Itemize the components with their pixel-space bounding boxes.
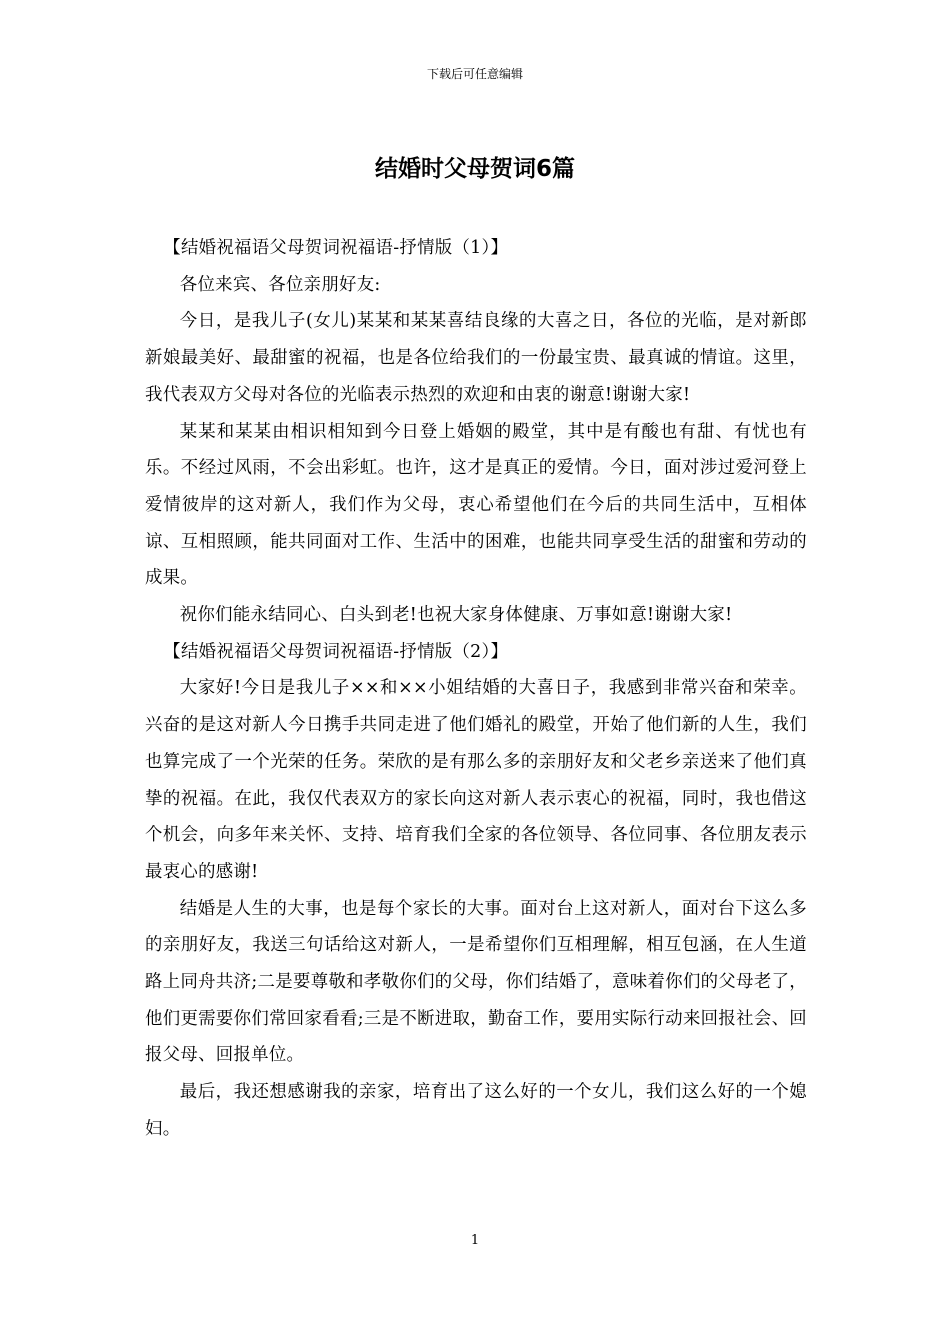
- salutation: 各位来宾、各位亲朋好友:: [179, 274, 381, 295]
- paragraph: 某某和某某由相识相知到今日登上婚姻的殿堂，其中是有酸也有甜、有忧也有乐。不经过风雨，不会出彩虹。也许，这才是真正的爱情。今日，面对涉过爱河登上爱情彼岸的这对新人，我们作为父母，衷心希望他们在今后的共同生活中，互相体谅、互相照顾，能共同面对工作、生活中的困难，也能共同享受生活的甜蜜和劳动的成果。: [145, 421, 807, 589]
- paragraph: 今日，是我儿子(女儿)某某和某某喜结良缘的大喜之日，各位的光临，是对新郎新娘最美好、最甜蜜的祝福，也是各位给我们的一份最宝贵、最真诚的情谊。这里，我代表双方父母对各位的光临表示热烈的欢迎和由衷的谢意!谢谢大家!: [145, 311, 807, 405]
- paragraph: 祝你们能永结同心、白头到老!也祝大家身体健康、万事如意!谢谢大家!: [179, 605, 733, 626]
- page-number: 1: [470, 1233, 480, 1248]
- paragraph: 结婚是人生的大事，也是每个家长的大事。面对台上这对新人，面对台下这么多的亲朋好友，我送三句话给这对新人，一是希望你们互相理解，相互包涵，在人生道路上同舟共济;二是要尊敬和孝敬你们的父母，你们结婚了，意味着你们的父母老了，他们更需要你们常回家看看;三是不断进取，勤奋工作，要用实际行动来回报社会、回报父母、回报单位。: [145, 898, 807, 1066]
- section-heading-1: 【结婚祝福语父母贺词祝福语-抒情版（1）】: [163, 238, 509, 258]
- paragraph: 大家好!今日是我儿子××和××小姐结婚的大喜日子，我感到非常兴奋和荣幸。兴奋的是这对新人今日携手共同走进了他们婚礼的殿堂，开始了他们新的人生，我们也算完成了一个光荣的任务。荣欣的是有那么多的亲朋好友和父老乡亲送来了他们真挚的祝福。在此，我仅代表双方的家长向这对新人表示衷心的祝福，同时，我也借这个机会，向多年来关怀、支持、培育我们全家的各位领导、各位同事、各位朋友表示最衷心的感谢!: [145, 678, 807, 882]
- document-title: 结婚时父母贺词6篇: [374, 156, 575, 182]
- document-body: [145, 230, 807, 1148]
- header-note: 下载后可任意编辑: [426, 67, 523, 81]
- section-heading-2: 【结婚祝福语父母贺词祝福语-抒情版（2）】: [163, 641, 509, 662]
- paragraph: 最后，我还想感谢我的亲家，培育出了这么好的一个女儿，我们这么好的一个媳妇。: [145, 1082, 807, 1139]
